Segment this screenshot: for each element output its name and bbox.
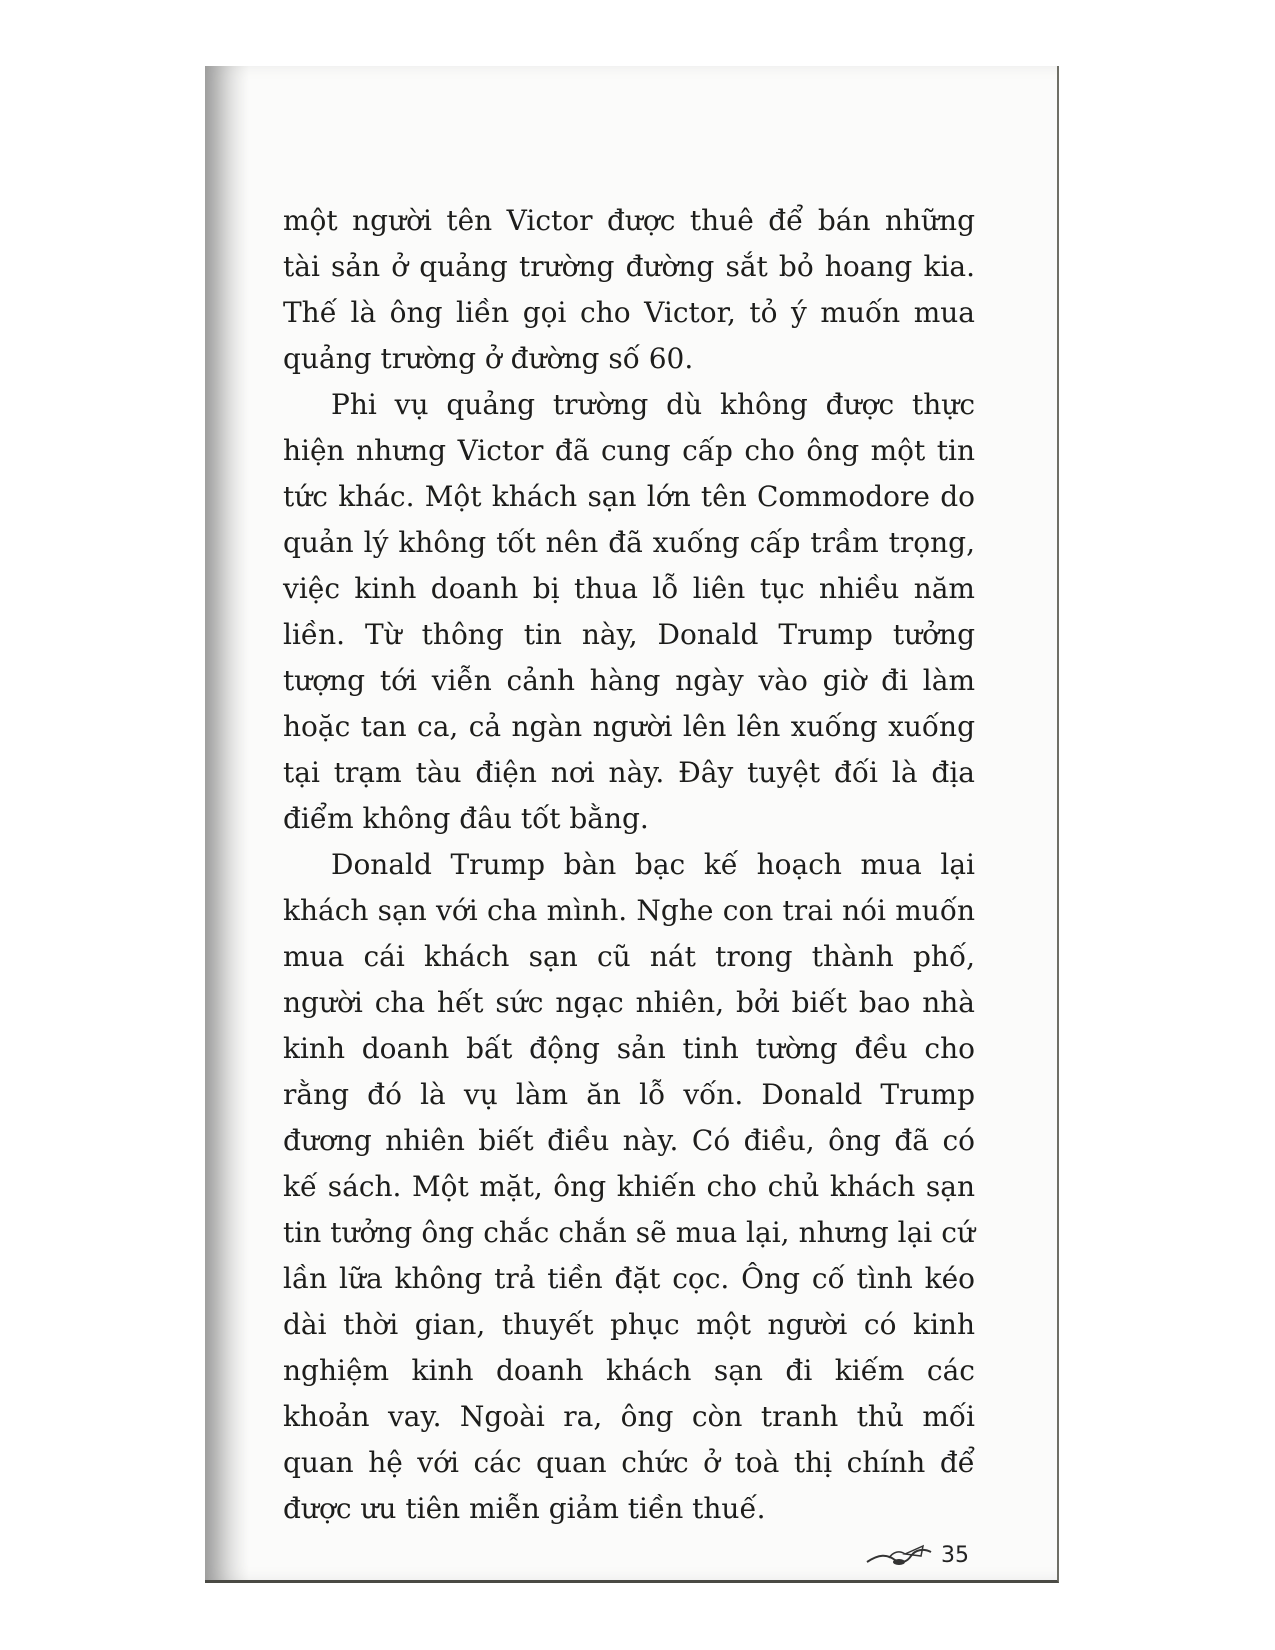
paragraph-3: Donald Trump bàn bạc kế hoạch mua lại khách sạn với cha mình. Nghe con trai nói muốn mua cái khách sạn cũ nát trong thành phố, người cha hết sức ngạc nhiên, bởi biết bao nhà kinh doanh bất động sản tinh tường đều cho rằng đó là vụ làm ăn lỗ vốn. Donald Trump đương nhiên biết điều này. Có điều, ông đã có kế sách. Một mặt, ông khiến cho chủ khách sạn tin tưởng ông chắc chắn sẽ mua lại, nhưng lại cứ lần lữa không trả tiền đặt cọc. Ông cố tình kéo dài thời gian, thuyết phục một người có kinh nghiệm kinh doanh khách sạn đi kiếm các khoản vay. Ngoài ra, ông còn tranh thủ mối quan hệ với các quan chức ở toà thị chính để được ưu tiên miễn giảm tiền thuế. — [283, 848, 975, 1525]
paragraph-2: Phi vụ quảng trường dù không được thực hiện nhưng Victor đã cung cấp cho ông một tin tức khác. Một khách sạn lớn tên Commodore do quản lý không tốt nên đã xuống cấp trầm trọng, việc kinh doanh bị thua lỗ liên tục nhiều năm liền. Từ thông tin này, Donald Trump tưởng tượng tới viễn cảnh hàng ngày vào giờ đi làm hoặc tan ca, cả ngàn người lên lên xuống xuống tại trạm tàu điện nơi này. Đây tuyệt đối là địa điểm không đâu tốt bằng. — [283, 388, 975, 835]
flourish-ornament-icon — [865, 1542, 935, 1568]
page-footer — [865, 1542, 969, 1568]
paragraph-1: một người tên Victor được thuê để bán những tài sản ở quảng trường đường sắt bỏ hoang kia. Thế là ông liền gọi cho Victor, tỏ ý muốn mua quảng trường ở đường số 60. — [283, 204, 975, 375]
page-number: 35 — [941, 1542, 969, 1568]
book-page — [205, 66, 1059, 1583]
body-text — [283, 198, 975, 1532]
gutter-shadow — [205, 66, 249, 1580]
